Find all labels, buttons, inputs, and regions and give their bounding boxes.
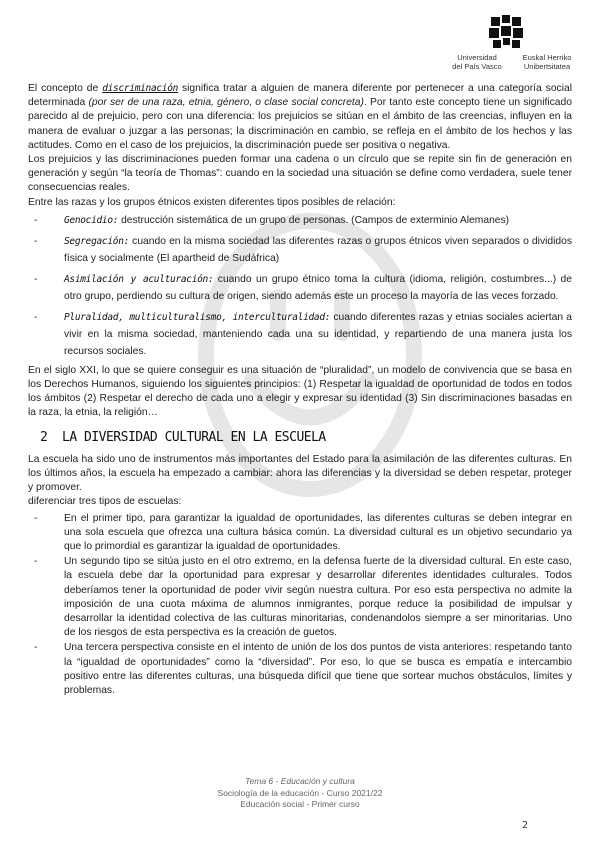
list-item: - Una tercera perspectiva consiste en el intento de unión de los dos puntos de vista anteriores: respetando tanto la “igualdad de oportunidades” como la “diversidad”. Por eso, lo que se busca es empatía e intercambio positivo entre las diferentes culturas, una búsqueda difícil que tiene que sortear muchos obstáculos, límites y problemas. [28, 641, 572, 698]
paragraph-school-intro: La escuela ha sido uno de instrumentos más importantes del Estado para la asimilación de las diferentes culturas. En los últimos años, la escuela ha empezado a cambiar: ahora las diferencias y la diversidad se deben respetar, proteger y promover. [28, 453, 572, 494]
list-item: - En el primer tipo, para garantizar la igualdad de oportunidades, las diferentes culturas se deben integrar en una sola escuela que ofrezca una cultura básica común. La diversidad cultural es un objetivo secundario ya que lo primordial es garantizar la igualdad de oportunidades. [28, 512, 572, 555]
list-item: - Un segundo tipo se sitúa justo en el otro extremo, en la defensa fuerte de la diversidad cultural. En este caso, la escuela debe dar la oportunidad para expresar y desarrollar diferentes identidades culturales. Todos deberíamos tener la oportunidad de poder vivir según nuestra cultura. Por eso esta perspectiva no admite la imposición de una cuota máxima de alumnos inmigrantes, porque reduce la posibilidad de impulsar y desarrollar la identidad colectiva de las culturas minoritarias, condenandolos siempre a ser minoritarias. Uno de los riesgos de esta perspectiva es la creación de guetos. [28, 555, 572, 640]
paragraph-plurality: En el siglo XXI, lo que se quiere conseguir es una situación de “pluralidad”, un modelo de convivencia que se basa en los Derechos Humanos, siguiendo los siguientes principios: (1) Respetar la igualdad de oportunidad de todos en todos los ámbitos (2) Respetar el derecho de cada uno a elegir y expresar su identidad (3) Sin discriminaciones basadas en la raza, la etnia, la religión… [28, 364, 572, 419]
paragraph-school-types-intro: diferenciar tres tipos de escuelas: [28, 496, 182, 508]
footer-program: Educación social - Primer curso [240, 799, 360, 809]
school-types-list [28, 512, 572, 699]
page-footer [0, 776, 600, 811]
section-heading [28, 431, 572, 445]
paragraph-relations-intro: Entre las razas y los grupos étnicos existen diferentes tipos posibles de relación: [28, 196, 396, 208]
relations-list [28, 212, 572, 360]
paragraph-prejudice-chain: Los prejuicios y las discriminaciones pueden formar una cadena o un círculo que se repite sin fin de generación en generación y según “la teoría de Thomas”: cuando en la sociedad una situación se define como verdadera, suele tener consecuencias reales. [28, 154, 572, 194]
list-item-term: Segregación: [64, 235, 130, 247]
list-item: - Genocidio: destrucción sistemática de un grupo de personas. (Campos de exterminio Alemanes) [28, 212, 572, 229]
section-title-text: LA DIVERSIDAD CULTURAL EN LA ESCUELA [62, 429, 326, 445]
section-number: 2 [40, 429, 48, 445]
list-item: - Pluralidad, multiculturalismo, interculturalidad: cuando diferentes razas y etnias sociales aciertan a vivir en la misma sociedad, manteniendo cada una su identidad, y repartiendo de una manera justa los recursos sociales. [28, 309, 572, 360]
logo-text-spanish: Universidad del País Vasco [452, 53, 502, 71]
footer-topic: Tema 6 - Educación y cultura [245, 776, 355, 786]
footer-course: Sociología de la educación - Curso 2021/22 [217, 787, 383, 798]
university-emblem-icon [488, 14, 524, 50]
paragraph-discrimination: El concepto de discriminación significa tratar a alguien de manera diferente por pertenecer a una categoría social determinada (por ser de una raza, etnia, género, o clase social concreta). Por tanto este concepto tiene un significado parecido al de prejuicio, pero con una diferencia: los prejuicios se sitúan en el ámbito de las creencias, influyen en la manera de evaluar o juzgar a las personas; la discriminación en cambio, se refleja en el ámbito de los hechos y las actitudes. Como en el caso de los prejuicios, la discriminación puede ser positiva o negativa. [28, 83, 572, 151]
university-logo [444, 14, 584, 76]
document-body [28, 82, 572, 700]
list-item: - Asimilación y aculturación: cuando un grupo étnico toma la cultura (idioma, religión, costumbres...) de otro grupo, perdiendo su cultura de origen, siendo además este un proceso la mayoría de las veces forzado. [28, 271, 572, 305]
list-item-term: Pluralidad, multiculturalismo, interculturalidad: [64, 311, 331, 323]
logo-text-basque: Euskal Herriko Unibertsitatea [522, 53, 572, 71]
term-discriminacion: discriminación [102, 83, 179, 94]
page-number: 2 [522, 820, 529, 831]
list-item-term: Genocidio: [64, 214, 119, 226]
list-item: - Segregación: cuando en la misma sociedad las diferentes razas o grupos étnicos viven separados o divididos física y socialmente (El apartheid de Sudáfrica) [28, 233, 572, 267]
list-item-term: Asimilación y aculturación: [64, 273, 214, 285]
